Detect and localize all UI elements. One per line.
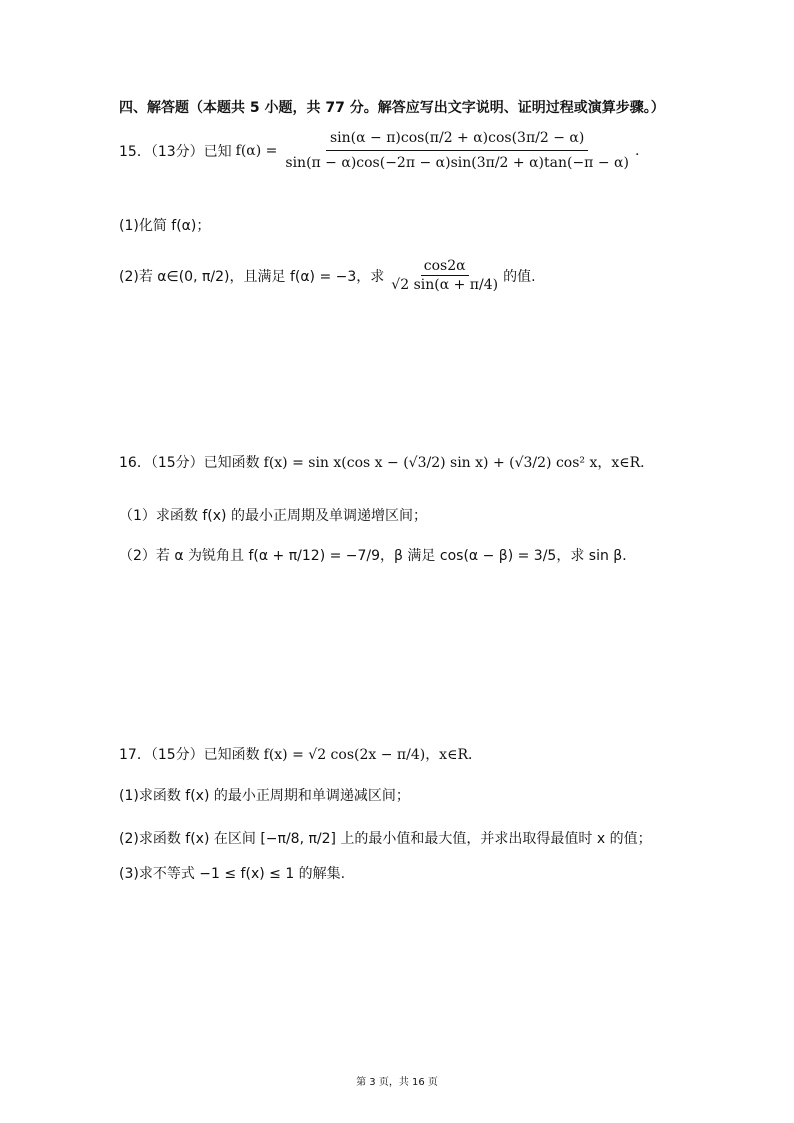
q17-expr: f(x) = √2 cos(2x − π/4)，x∈R． (263, 747, 482, 763)
q17-label: 17．（15分）已知函数 (119, 747, 260, 763)
question-16 (119, 452, 654, 472)
q15-part2-denominator: √2 sin(α + π/4) (391, 277, 499, 294)
page-footer: 第 3 页，共 16 页 (356, 1077, 438, 1088)
q16-part1: （1）求函数 f(x) 的最小正周期及单调递增区间； (119, 508, 427, 524)
q15-numerator: sin(α − π)cos(π/2 + α)cos(3π/2 − α) (326, 130, 588, 151)
q17-part3: (3)求不等式 −1 ≤ f(x) ≤ 1 的解集. (119, 866, 346, 882)
q15-part2-text: (2)若 α∈(0, π/2)，且满足 f(α) = −3，求 (119, 268, 385, 285)
q15-part1: (1)化简 f(α)； (119, 218, 211, 234)
q17-part1: (1)求函数 f(x) 的最小正周期和单调递减区间； (119, 788, 410, 804)
q16-part2: （2）若 α 为锐角且 f(α + π/12) = −7/9，β 满足 cos(α − β) = 3/5，求 sin β． (119, 548, 637, 564)
section-title: 四、解答题（本题共 5 小题，共 77 分。解答应写出文字说明、证明过程或演算步骤。） (119, 100, 665, 116)
q15-part2-end: 的值. (503, 268, 536, 285)
q16-expr: f(x) = sin x(cos x − (√3/2) sin x) + (√3/2) cos² x，x∈R． (263, 455, 655, 471)
q15-part2-numerator: cos2α (421, 258, 469, 276)
question-17 (119, 744, 482, 764)
q15-denominator: sin(π − α)cos(−2π − α)sin(3π/2 + α)tan(−π − α) (285, 155, 629, 172)
q15-fx: f(α) = (235, 142, 278, 159)
q17-part2: (2)求函数 f(x) 在区间 [−π/8, π/2] 上的最小值和最大值，并求出取得最值时 x 的值； (119, 831, 652, 847)
q15-label: 15．（13分）已知 (119, 143, 232, 160)
q15-fraction (281, 130, 633, 171)
q15-part2 (119, 258, 536, 293)
q16-label: 16．（15分）已知函数 (119, 455, 260, 471)
question-15: 15．（13分）已知 f(α) = $\frac{\sin(\alpha - \pi)\cos(\pi/2 + \alpha)\cos(3\pi/2 - \alpha)}{\sin(\pi - \alpha)\cos(-2\pi - \alpha)\sin(3\pi/2 + \alpha)\tan(-\pi - \alpha)}$ . (119, 130, 640, 172)
q15-part2-fraction (388, 258, 501, 293)
